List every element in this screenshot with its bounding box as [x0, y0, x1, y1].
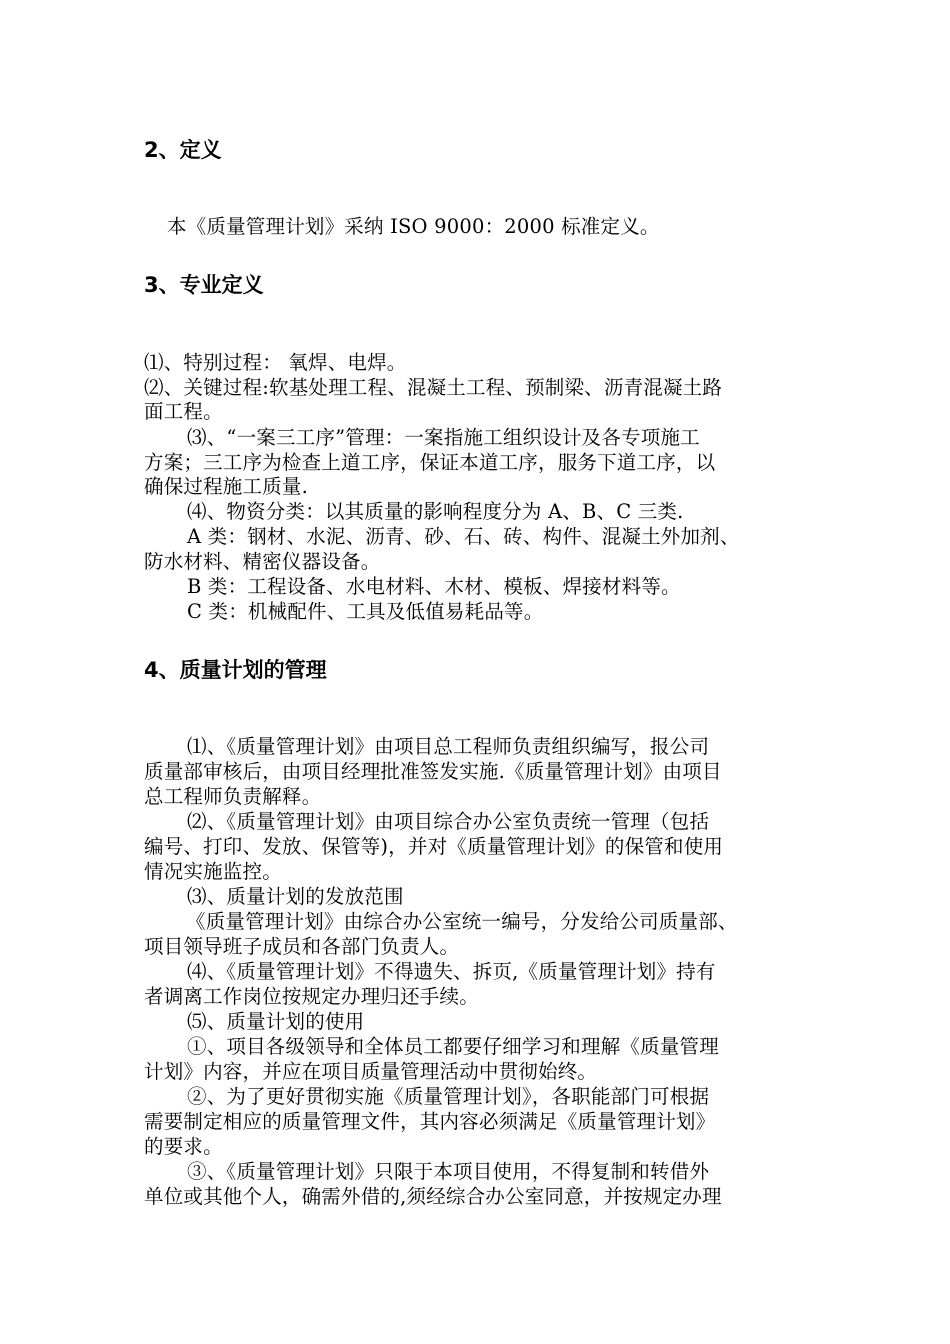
- paragraph-line: ⑴、《质量管理计划》由项目总工程师负责组织编写，报公司: [187, 735, 710, 758]
- paragraph-line: 本《质量管理计划》采纳 ISO 9000：2000 标准定义。: [167, 215, 660, 238]
- paragraph-line: A 类：钢材、水泥、沥青、砂、石、砖、构件、混凝土外加剂、: [187, 525, 740, 548]
- paragraph-line: 的要求。: [144, 1135, 223, 1158]
- paragraph-line: 项目领导班子成员和各部门负责人。: [144, 935, 460, 958]
- paragraph-line: ⑶、质量计划的发放范围: [187, 885, 404, 908]
- paragraph-line: 编号、打印、发放、保管等)，并对《质量管理计划》的保管和使用: [144, 835, 724, 858]
- paragraph-line: 计划》内容，并应在项目质量管理活动中贯彻始终。: [144, 1060, 598, 1083]
- paragraph-line: 总工程师负责解释。: [144, 785, 322, 808]
- paragraph-line: ③、《质量管理计划》只限于本项目使用，不得复制和转借外: [187, 1160, 710, 1183]
- paragraph-line: 者调离工作岗位按规定办理归还手续。: [144, 985, 479, 1008]
- paragraph-line: ⑷、《质量管理计划》不得遗失、拆页,《质量管理计划》持有: [187, 960, 716, 983]
- paragraph-line: ⑴、特别过程： 氧焊、电焊。: [144, 351, 407, 374]
- section-heading-definition: 2、定义: [144, 138, 222, 162]
- paragraph-line: 防水材料、精密仪器设备。: [144, 550, 381, 573]
- paragraph-line: B 类：工程设备、水电材料、木材、模板、焊接材料等。: [187, 575, 681, 598]
- paragraph-line: 《质量管理计划》由综合办公室统一编号，分发给公司质量部、: [186, 910, 738, 933]
- paragraph-line: 需要制定相应的质量管理文件，其内容必须满足《质量管理计划》: [144, 1110, 716, 1133]
- paragraph-line: 面工程。: [144, 400, 223, 423]
- section-heading-professional-definition: 3、专业定义: [144, 273, 264, 297]
- paragraph-line: 方案；三工序为检查上道工序，保证本道工序，服务下道工序，以: [144, 451, 716, 474]
- paragraph-line: 确保过程施工质量.: [144, 475, 308, 498]
- paragraph-line: ⑸、质量计划的使用: [187, 1010, 365, 1033]
- paragraph-line: 情况实施监控。: [144, 860, 282, 883]
- paragraph-line: ⑶、“一案三工序”管理：一案指施工组织设计及各专项施工: [187, 426, 700, 449]
- section-heading-quality-plan-management: 4、质量计划的管理: [144, 658, 327, 682]
- paragraph-line: 质量部审核后，由项目经理批准签发实施.《质量管理计划》由项目: [144, 760, 722, 783]
- paragraph-line: ①、项目各级领导和全体员工都要仔细学习和理解《质量管理: [187, 1035, 719, 1058]
- paragraph-line: 单位或其他个人，确需外借的,须经综合办公室同意，并按规定办理: [144, 1185, 722, 1208]
- paragraph-line: ②、为了更好贯彻实施《质量管理计划》，各职能部门可根据: [187, 1085, 710, 1108]
- paragraph-line: C 类：机械配件、工具及低值易耗品等。: [187, 600, 544, 623]
- paragraph-line: ⑵、关键过程:软基处理工程、混凝土工程、预制梁、沥青混凝土路: [144, 376, 723, 399]
- paragraph-line: ⑷、物资分类：以其质量的影响程度分为 A、B、C 三类.: [187, 500, 684, 523]
- paragraph-line: ⑵、《质量管理计划》由项目综合办公室负责统一管理（包括: [187, 810, 710, 833]
